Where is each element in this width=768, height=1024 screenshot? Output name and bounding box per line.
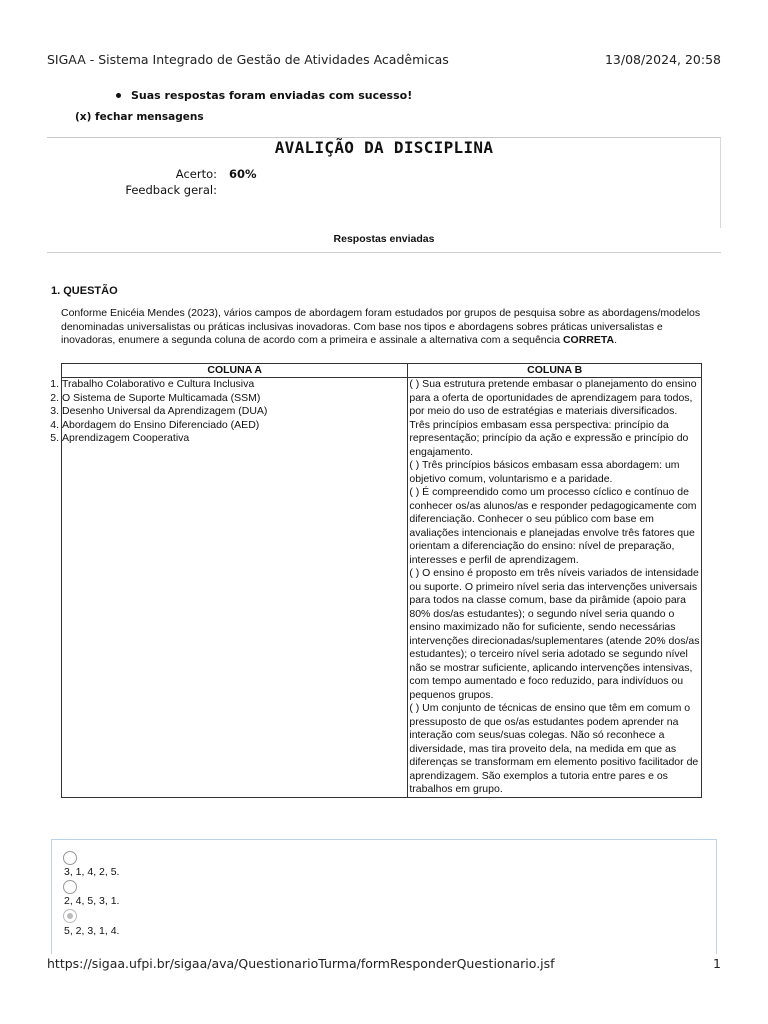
col-a-header: COLUNA A [62, 364, 408, 378]
col-b-item: ( ) É compreendido como um processo cíclico e contínuo de conhecer os/as alunos/as e responder pedagogicamente com diferenciação. Conhecer o seu público com base em avaliações intencionais e planejadas envolve três fatores que orientam a diferenciação do ensino: nível de preparação, interesses e perfil de aprendizagem. [409, 486, 697, 566]
col-b-header: COLUNA B [408, 364, 702, 378]
col-a-text: Aprendizagem Cooperativa [62, 432, 190, 444]
col-a-num: 5. [50, 432, 59, 444]
option-label-3: 5, 2, 3, 1, 4. [64, 925, 120, 937]
feedback-label: Feedback geral: [125, 183, 217, 197]
col-a-list [50, 378, 407, 446]
acerto-value: 60% [229, 167, 257, 181]
close-messages-link[interactable]: (x) fechar mensagens [75, 111, 204, 123]
col-a-item [50, 418, 407, 433]
print-header [47, 52, 721, 67]
col-a-num: 2. [50, 391, 59, 404]
col-a-item [50, 405, 407, 419]
page-number: 1 [713, 956, 721, 971]
question-text-main: Conforme Enicéia Mendes (2023), vários campos de abordagem foram estudados por grupos de pesquisa sobre as abordagens/modelos denominadas universalistas ou práticas inclusivas inovadoras. Com base nos tipos e abordagens sobres práticas universalistas e inovadoras, enumere a segunda coluna de acordo com a primeira e assinale a alternativa com a sequência [61, 307, 701, 346]
question-text-end: . [614, 334, 618, 346]
bullet-icon [116, 93, 121, 98]
success-message-text: Suas respostas foram enviadas com sucesso! [131, 89, 413, 102]
col-a-text: Abordagem do Ensino Diferenciado (AED) [62, 418, 260, 431]
col-b-item: ( ) Sua estrutura pretende embasar o planejamento do ensino para a oferta de oportunidades de aprendizagem para todos, por meio do uso de estratégias e materiais diversificados. Três princípios embasam essa perspectiva: princípio da representação; princípio da ação e expressão e princípio do engajamento. [409, 378, 697, 458]
evaluation-title: AVALIÇÃO DA DISCIPLINA [274, 138, 494, 157]
responses-heading: Respostas enviadas [47, 233, 721, 253]
print-datetime: 13/08/2024, 20:58 [604, 52, 721, 67]
col-b-cell [408, 378, 702, 798]
page-title: SIGAA - Sistema Integrado de Gestão de Atividades Acadêmicas [47, 52, 449, 67]
col-b-item: ( ) Um conjunto de técnicas de ensino que têm em comum o pressuposto de que os/as estudantes podem aprender na interação com seus/suas colegas. Não só reconhece a diversidade, mas tira proveito dela, na medida em que as diferenças se transformam em elemento positivo facilitador de aprendizagem. São exemplos a tutoria entre pares e os trabalhos em grupo. [409, 702, 699, 795]
col-a-num: 3. [50, 405, 59, 417]
col-b-item: ( ) Três princípios básicos embasam essa abordagem: um objetivo comum, voluntarismo e a paridade. [409, 459, 680, 485]
question-text [61, 307, 701, 348]
print-footer [47, 956, 721, 971]
col-a-item [50, 432, 407, 446]
col-a-text: Trabalho Colaborativo e Cultura Inclusiva [62, 378, 255, 390]
success-message [116, 89, 412, 102]
option-label-1: 3, 1, 4, 2, 5. [64, 866, 120, 878]
option-radio-1[interactable] [63, 851, 77, 865]
col-a-num: 4. [50, 418, 59, 431]
option-radio-3[interactable] [63, 909, 77, 923]
col-a-text: Desenho Universal da Aprendizagem (DUA) [62, 405, 268, 417]
col-a-item [50, 391, 407, 406]
col-b-item: ( ) O ensino é proposto em três níveis variados de intensidade ou suporte. O primeiro nível seria das intervenções universais para todos na classe comum, base da pirâmide (apoio para 80% dos/as estudantes); o segundo nível seria quando o ensino maximizado não for suficiente, sendo necessárias intervenções direcionadas/suplementares (atende 20% dos/as estudantes); o terceiro nível seria adotado se segundo nível não se mostrar suficiente, aplicando intervenções intensivas, com tempo aumentado e foco reduzido, para indivíduos ou pequenos grupos. [409, 567, 700, 701]
acerto-label: Acerto: [175, 167, 217, 181]
page-url: https://sigaa.ufpi.br/sigaa/ava/QuestionarioTurma/formResponderQuestionario.jsf [47, 956, 555, 971]
columns-table [50, 363, 702, 798]
question-text-bold: CORRETA [562, 334, 615, 346]
option-label-2: 2, 4, 5, 3, 1. [64, 895, 120, 907]
option-radio-2[interactable] [63, 880, 77, 894]
answer-options [51, 839, 717, 954]
col-a-num: 1. [50, 378, 59, 390]
col-a-item [50, 378, 407, 392]
col-a-text: O Sistema de Suporte Multicamada (SSM) [62, 391, 261, 404]
question-title: 1. QUESTÃO [51, 285, 118, 297]
col-a-cell [50, 378, 408, 798]
